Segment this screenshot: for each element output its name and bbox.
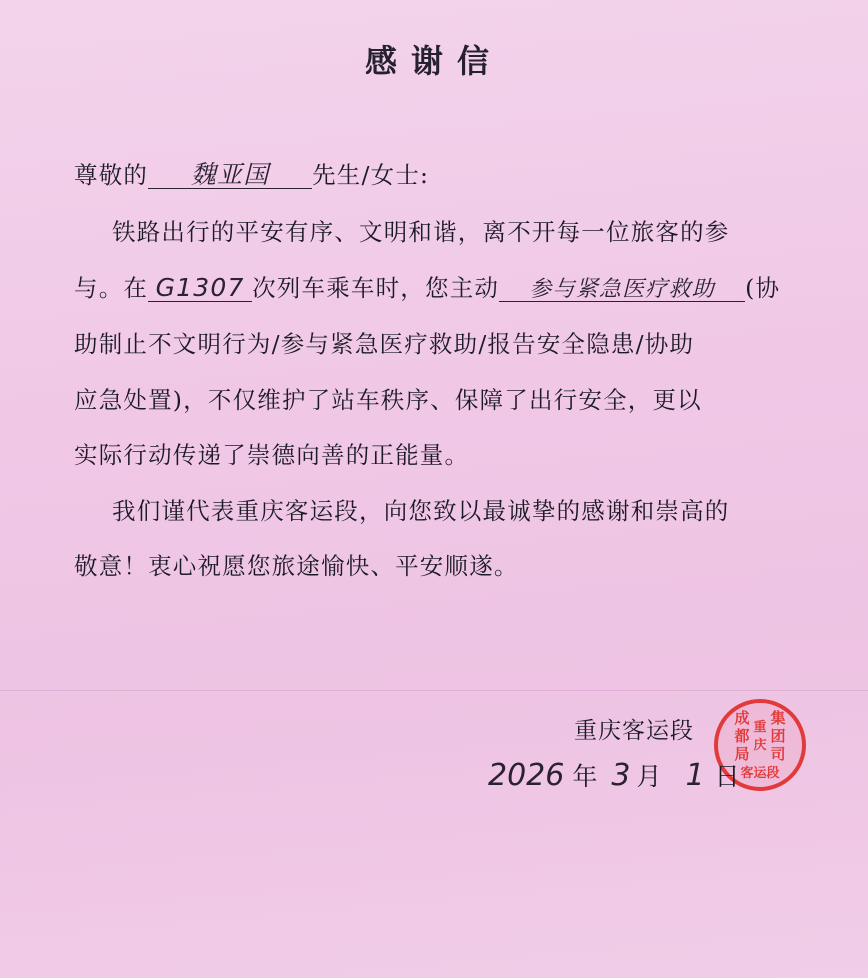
day-unit: 日 [714,762,740,791]
line2-middle: 次列车乘车时，您主动 [252,274,500,302]
line2-suffix: (协 [745,274,781,302]
line2-prefix: 与。在 [74,274,149,302]
signature-org: 重庆客运段 [574,718,694,744]
assistance-action: 参与紧急医疗救助 [499,278,745,302]
date-line [488,757,740,793]
paragraph1-line4: 应急处置)，不仅维护了站车秩序、保障了出行安全，更以 [74,386,702,414]
svg-text:都: 都 [734,727,750,745]
year-unit: 年 [572,762,598,791]
date-month: 3 [611,758,631,793]
svg-text:司: 司 [770,745,786,763]
svg-text:局: 局 [734,745,750,763]
recipient-name: 魏亚国 [148,162,312,189]
train-number: G1307 [148,275,252,302]
salutation-suffix: 先生/女士: [312,161,430,189]
paragraph1-line2 [74,269,780,303]
svg-text:集: 集 [770,709,786,727]
svg-text:庆: 庆 [753,738,767,753]
svg-text:成: 成 [734,709,750,727]
date-day: 1 [685,758,705,793]
letter-title: 感谢信 [364,42,503,80]
paragraph2-line1: 我们谨代表重庆客运段，向您致以最诚挚的感谢和崇高的 [112,497,730,525]
date-year: 2026 [488,758,565,793]
svg-text:重: 重 [753,720,767,735]
svg-text:客运段: 客运段 [740,766,780,781]
paper-fold [0,690,868,691]
paragraph2-line2: 敬意！衷心祝愿您旅途愉快、平安顺遂。 [74,552,519,580]
month-unit: 月 [636,762,662,791]
salutation-line [74,156,429,190]
paragraph1-line1: 铁路出行的平安有序、文明和谐，离不开每一位旅客的参 [112,218,730,246]
paragraph1-line5: 实际行动传递了崇德向善的正能量。 [74,441,470,469]
paragraph1-line3: 助制止不文明行为/参与紧急医疗救助/报告安全隐患/协助 [74,330,695,358]
svg-text:团: 团 [770,727,786,745]
salutation-prefix: 尊敬的 [74,161,149,189]
